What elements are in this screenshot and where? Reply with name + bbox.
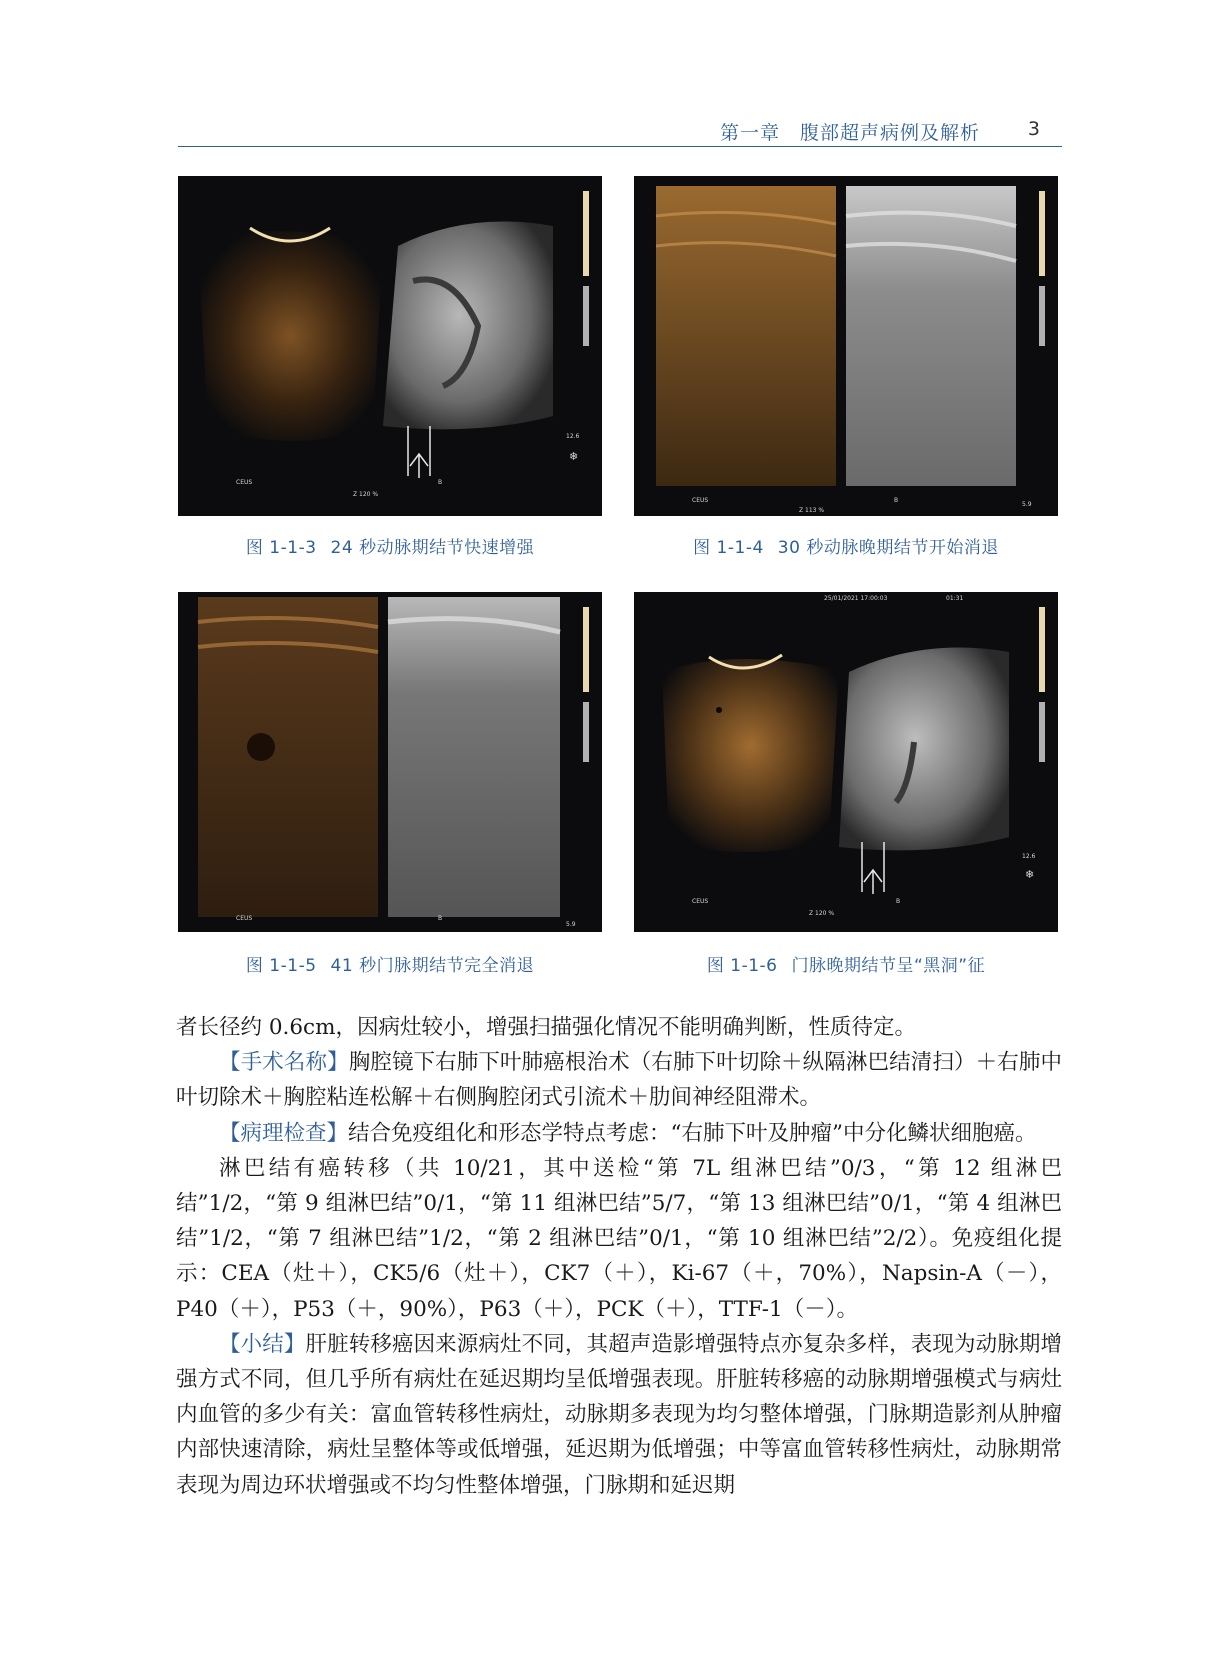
scan-label: CEUS	[692, 898, 709, 905]
figure-caption	[634, 533, 1058, 558]
zoom-readout: Z 120 %	[353, 491, 379, 498]
bracket-close: 】	[326, 1120, 349, 1146]
zoom-readout: Z 120 %	[809, 910, 835, 917]
timestamp: 25/01/2021 17:00:03	[824, 595, 888, 602]
bracket-open: 【	[219, 1331, 241, 1357]
figure-caption	[178, 951, 602, 976]
figure-caption-text: 门脉晚期结节呈“黑洞”征	[791, 956, 986, 976]
bracket-close: 】	[327, 1050, 349, 1076]
depth-readout: 12.6	[1022, 853, 1036, 860]
bracket-close: 】	[283, 1331, 306, 1357]
chapter-title: 第一章 腹部超声病例及解析	[719, 122, 980, 144]
page-number: 3	[1027, 118, 1040, 140]
figure-1-1-6-image	[634, 592, 1058, 932]
mode-label: B	[438, 479, 443, 486]
paragraph-surgery	[176, 1045, 1062, 1115]
figure-caption	[178, 533, 602, 558]
mode-label: B	[438, 915, 443, 922]
figure-caption-text: 30 秒动脉晚期结节开始消退	[777, 538, 999, 558]
mode-label: B	[894, 497, 899, 504]
snowflake-icon: ❄	[569, 450, 579, 463]
zoom-readout: Z 113 %	[799, 507, 825, 514]
figure-caption-text: 41 秒门脉期结节完全消退	[330, 956, 535, 976]
body-text	[176, 1010, 1062, 1503]
mode-label: B	[896, 898, 901, 905]
figure-number: 图 1-1-3	[245, 538, 317, 558]
summary-text: 肝脏转移癌因来源病灶不同，其超声造影增强特点亦复杂多样，表现为动脉期增强方式不同，但几乎所有病灶在延迟期均呈低增强表现。肝脏转移癌的动脉期增强模式与病灶内血管的多少有关：富血管转移性病灶，动脉期多表现为均匀整体增强，门脉期造影剂从肿瘤内部快速清除，病灶呈整体等或低增强，延迟期为低增强；中等富血管转移性病灶，动脉期常表现为周边环状增强或不均匀性整体增强，门脉期和延迟期	[176, 1331, 1062, 1498]
running-header	[178, 112, 1062, 147]
ultrasound-image	[178, 592, 602, 932]
figure-number: 图 1-1-5	[245, 956, 317, 976]
section-tag-pathology: 病理检查	[240, 1120, 327, 1146]
ultrasound-image	[634, 176, 1058, 516]
figure-caption	[634, 951, 1058, 976]
depth-readout: 12.6	[566, 433, 580, 440]
figure-1-1-5-image	[178, 592, 602, 932]
paragraph-summary	[176, 1327, 1062, 1503]
bracket-open: 【	[219, 1050, 241, 1076]
figure-number: 图 1-1-4	[693, 538, 764, 558]
figure-1-1-3-image	[178, 176, 602, 516]
paragraph-lymph: 淋巴结有癌转移（共 10/21，其中送检“第 7L 组淋巴结”0/3，“第 12 组淋巴结”1/2，“第 9 组淋巴结”0/1，“第 11 组淋巴结”5/7，“第 13 组淋巴结”0/1，“第 4 组淋巴结”1/2，“第 7 组淋巴结”1/2，“第 2 组淋巴结”0/1，“第 10 组淋巴结”2/2）。免疫组化提示：CEA（灶＋），CK5/6（灶＋），CK7（＋），Ki-67（＋，70%），Napsin-A（－），P40（＋），P53（＋，90%），P63（＋），PCK（＋），TTF-1（－）。	[176, 1155, 1062, 1322]
depth-readout: 5.9	[566, 921, 576, 928]
figure-caption-text: 24 秒动脉期结节快速增强	[330, 538, 535, 558]
ultrasound-image	[634, 592, 1058, 932]
snowflake-icon: ❄	[1025, 868, 1035, 881]
timer: 01:31	[946, 595, 964, 602]
scan-label: CEUS	[692, 497, 709, 504]
figure-number: 图 1-1-6	[706, 956, 778, 976]
surgery-text: 胸腔镜下右肺下叶肺癌根治术（右肺下叶切除＋纵隔淋巴结清扫）＋右肺中叶切除术＋胸腔粘连松解＋右侧胸腔闭式引流术＋肋间神经阻滞术。	[176, 1050, 1062, 1111]
scan-label: CEUS	[236, 479, 253, 486]
ultrasound-image	[178, 176, 602, 516]
section-tag-summary: 小结	[240, 1331, 284, 1357]
scan-label: CEUS	[236, 915, 253, 922]
depth-readout: 5.9	[1022, 501, 1032, 508]
bracket-open: 【	[219, 1120, 241, 1146]
section-tag-surgery: 手术名称	[240, 1050, 328, 1076]
paragraph-continuation: 者长径约 0.6cm，因病灶较小，增强扫描强化情况不能明确判断，性质待定。	[176, 1015, 916, 1040]
paragraph-pathology	[176, 1116, 1062, 1151]
pathology-text: 结合免疫组化和形态学特点考虑：“右肺下叶及肿瘤”中分化鳞状细胞癌。	[348, 1120, 1037, 1146]
figure-1-1-4-image	[634, 176, 1058, 516]
